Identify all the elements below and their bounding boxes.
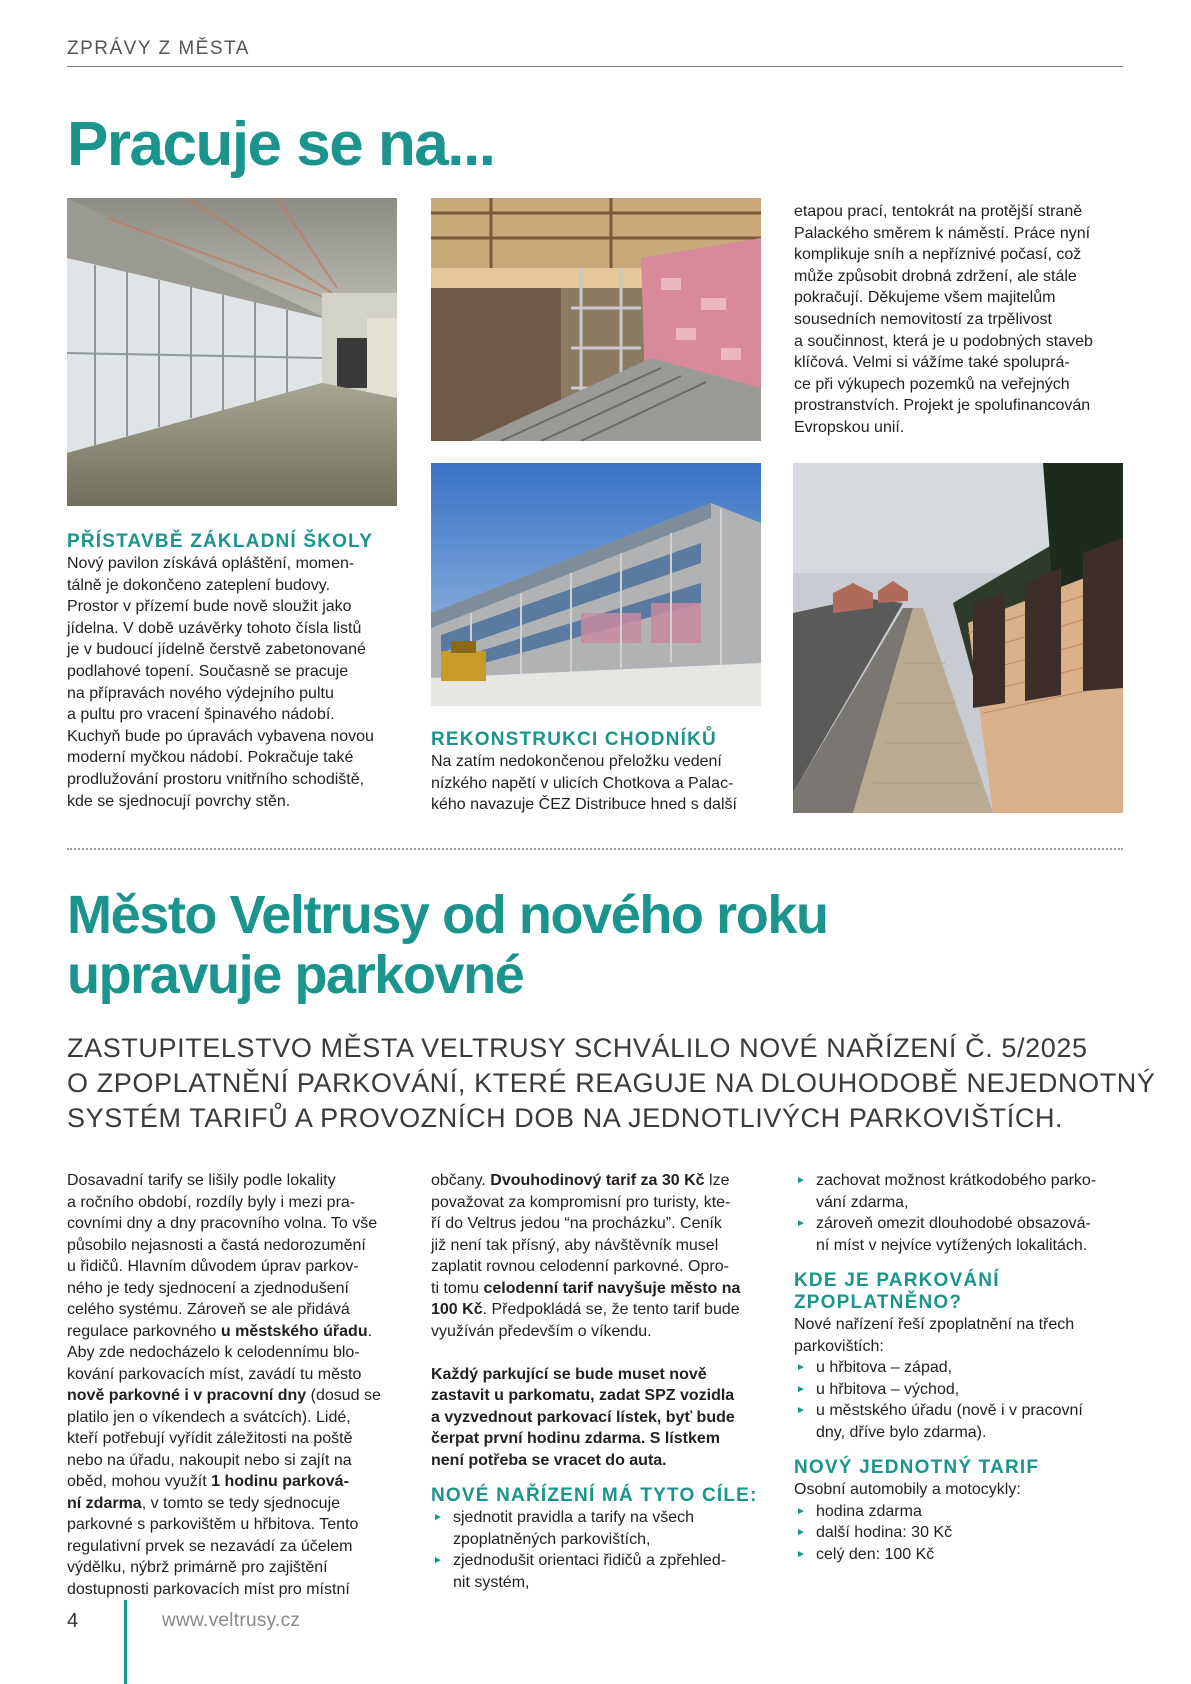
text-line: považovat za kompromisní pro turisty, kte- — [431, 1193, 731, 1211]
where-heading-2: ZPOPLATNĚNO? — [794, 1292, 963, 1313]
text-line: regulace parkovného — [67, 1322, 221, 1340]
sidewalk-caption-continued — [794, 201, 1093, 439]
text-line — [794, 1443, 1096, 1457]
text-line: ZASTUPITELSTVO MĚSTA VELTRUSY SCHVÁLILO NOVÉ NAŘÍZENÍ Č. 5/2025 — [67, 1033, 1088, 1063]
text-line: ti tomu — [431, 1279, 484, 1297]
sidewalk-caption-text — [431, 751, 737, 816]
text-line: pokračují. Děkujeme všem majitelům — [794, 289, 1056, 307]
text-line — [431, 1299, 758, 1321]
text-line: SYSTÉM TARIFŮ A PROVOZNÍCH DOB NA JEDNOTLIVÝCH PARKOVIŠTÍCH. — [67, 1103, 1064, 1133]
text-line: Prostor v přízemí bude nově sloužit jako — [67, 598, 352, 616]
text-line: Dvouhodinový tarif za 30 Kč — [490, 1172, 705, 1189]
text-line: , v tomto se tedy sjednocuje — [141, 1494, 341, 1512]
text-line: dostupnosti parkovacích míst pro místní — [67, 1580, 350, 1598]
text-line: u řidičů. Hlavním důvodem úprav parkov- — [67, 1258, 359, 1275]
text-line: upravuje parkovné — [67, 945, 524, 1005]
page-number: 4 — [67, 1610, 79, 1632]
text-line: celodenní tarif navyšuje město na — [483, 1279, 741, 1297]
school-caption-text — [67, 553, 374, 812]
text-line — [794, 1357, 1096, 1379]
text-line: podlahové topení. Současně se pracuje — [67, 662, 349, 680]
text-line — [794, 1400, 1096, 1422]
text-line — [431, 1507, 758, 1529]
text-line: hodina zdarma — [816, 1502, 922, 1520]
text-line: občany. — [431, 1172, 491, 1189]
text-line: výdělku, nýbrž primárně pro zajištění — [67, 1559, 328, 1576]
sidewalk-street-photo — [793, 463, 1123, 813]
text-line: sousedních nemovitostí za trpělivost — [794, 310, 1052, 328]
footer-divider — [124, 1600, 127, 1684]
text-line — [794, 1170, 1096, 1192]
text-line — [431, 1364, 758, 1386]
text-line: tálně je dokončeno zateplení budovy. — [67, 576, 331, 594]
staircase-construction-photo — [431, 198, 761, 441]
text-line: prodlužování prostoru vnitřního schodiště, — [67, 770, 365, 788]
bullet-icon: ► — [796, 1175, 806, 1186]
text-line: ného je tedy sjednocení a zjednodušení — [67, 1279, 349, 1297]
text-line: u městského úřadu — [220, 1322, 368, 1340]
text-line: 100 Kč — [431, 1301, 483, 1318]
text-line: moderní myčkou nádobí. Pokračuje také — [67, 749, 354, 767]
text-line: dny, dříve bylo zdarma). — [816, 1423, 987, 1441]
text-line: čerpat první hodinu zdarma. S lístkem — [431, 1430, 720, 1447]
parking-column-2 — [431, 1170, 758, 1593]
text-line: klíčová. Velmi si vážíme také spoluprá- — [794, 354, 1070, 372]
text-line: oběd, mohou využít — [67, 1473, 212, 1490]
text-line: Na zatím nedokončenou přeložku vedení — [431, 753, 722, 770]
parking-column-3 — [794, 1170, 1096, 1565]
text-line: a součinnost, která je u podobných staveb — [794, 332, 1093, 350]
text-line — [431, 1450, 758, 1472]
text-line: Osobní automobily a motocykly: — [794, 1481, 1021, 1498]
text-line: zjednodušit orientaci řidičů a zpřehled- — [453, 1552, 727, 1569]
text-line: (dosud se — [306, 1387, 381, 1404]
text-line: prostranstvích. Projekt je spolufinancován — [794, 397, 1091, 415]
text-line: je v budoucí jídelně čerstvě zabetonované — [67, 641, 366, 659]
text-line: vání zdarma, — [816, 1193, 909, 1211]
text-line: ní míst v nejvíce vytížených lokalitách. — [816, 1236, 1088, 1254]
text-line: využíván především o víkendu. — [431, 1322, 652, 1340]
text-line: platilo jen o víkendech a svátcích). Lidé, — [67, 1408, 351, 1426]
text-line: Aby zde nedocházelo k celodennímu blo- — [67, 1344, 360, 1361]
text-line: . Předpokládá se, že tento tarif bude — [482, 1301, 740, 1318]
text-line: ří do Veltrus jedou “na procházku”. Ceník — [431, 1215, 722, 1232]
text-line — [794, 1256, 1096, 1270]
goals-heading: NOVÉ NAŘÍZENÍ MÁ TYTO CÍLE: — [431, 1485, 758, 1506]
bullet-icon: ► — [796, 1527, 806, 1538]
text-line: a ročního období, rozdíly byly i mezi pra- — [67, 1193, 356, 1211]
parking-column-1 — [67, 1170, 381, 1600]
text-line: Evropskou unií. — [794, 418, 905, 436]
text-line: celý den: 100 Kč — [816, 1545, 935, 1563]
article-title: Pracuje se na... — [67, 110, 495, 179]
footer-website-link[interactable]: www.veltrusy.cz — [162, 1610, 301, 1631]
bullet-icon: ► — [796, 1383, 806, 1395]
text-line: kování parkovacích míst, zavádí tu město — [67, 1365, 362, 1383]
text-line — [794, 1501, 1096, 1523]
text-line: Město Veltrusy od nového roku — [67, 885, 828, 945]
text-line: Dosavadní tarify se lišily podle lokality — [67, 1172, 336, 1189]
bullet-icon: ► — [796, 1218, 806, 1229]
text-line: Kuchyň bude po úpravách vybavena novou — [67, 727, 374, 745]
text-line: ce při výkupech pozemků na veřejných — [794, 375, 1070, 393]
text-line — [67, 1471, 381, 1493]
text-line — [794, 1379, 1096, 1401]
bullet-icon: ► — [796, 1548, 806, 1560]
text-line: a pultu pro vracení špinavého nádobí. — [67, 706, 335, 724]
text-line: nízkého napětí v ulicích Chotkova a Palac- — [431, 774, 734, 792]
text-line: další hodina: 30 Kč — [816, 1524, 953, 1541]
text-line: kde se sjednocují povrchy stěn. — [67, 792, 291, 810]
text-line: Každý parkující se bude muset nově — [431, 1365, 707, 1383]
bullet-icon: ► — [433, 1512, 443, 1523]
text-line: parkovné s parkovištěm u hřbitova. Tento — [67, 1516, 359, 1533]
text-line: u hřbitova – východ, — [816, 1380, 960, 1398]
text-line: již není tak přísný, aby návštěvník musel — [431, 1236, 719, 1254]
text-line — [431, 1278, 758, 1300]
text-line — [431, 1407, 758, 1429]
text-line — [67, 1321, 381, 1343]
text-line: komplikuje sníh a nepříznivé počasí, což — [794, 246, 1082, 264]
text-line: není potřeba se vracet do auta. — [431, 1451, 667, 1469]
text-line — [431, 1342, 758, 1364]
text-line — [794, 1213, 1096, 1235]
text-line: u městského úřadu (nově i v pracovní — [816, 1402, 1083, 1419]
text-line: u hřbitova – západ, — [816, 1359, 953, 1376]
text-line — [67, 1493, 381, 1515]
school-facade-photo — [431, 463, 761, 706]
text-line: kteří potřebují vyřídit záležitosti na poště — [67, 1430, 353, 1447]
text-line: působilo nejasnosti a častá nedorozumění — [67, 1236, 366, 1254]
bullet-icon: ► — [433, 1555, 443, 1566]
text-line: zachovat možnost krátkodobého parko- — [816, 1172, 1097, 1189]
text-line: 1 hodinu parková- — [211, 1473, 349, 1490]
text-line — [431, 1550, 758, 1572]
text-line: sjednotit pravidla a tarify na všech — [453, 1509, 695, 1526]
text-line: nově parkovné i v pracovní dny — [67, 1387, 307, 1404]
text-line — [431, 1471, 758, 1485]
text-line: Nové nařízení řeší zpoplatnění na třech — [794, 1316, 1075, 1333]
text-line: a vyzvednout parkovací lístek, byť bude — [431, 1408, 735, 1426]
text-line — [794, 1522, 1096, 1544]
school-interior-photo — [67, 198, 397, 506]
text-line: zároveň omezit dlouhodobé obsazová- — [816, 1215, 1091, 1232]
text-line: nebo na úřadu, nakoupit nebo si zajít na — [67, 1451, 352, 1469]
text-line: zaplatit rovnou celodenní parkovné. Opro- — [431, 1258, 729, 1275]
text-line: může způsobit drobná zdržení, ale stále — [794, 267, 1077, 285]
bullet-icon: ► — [796, 1405, 806, 1416]
text-line: zpoplatněných parkovištích, — [453, 1530, 651, 1548]
sidewalk-caption-heading: REKONSTRUKCI CHODNÍKŮ — [431, 729, 717, 750]
text-line: parkovištích: — [794, 1337, 884, 1355]
text-line: regulativní prvek se nezavádí za účelem — [67, 1537, 353, 1555]
text-line: Palackého směrem k náměstí. Práce nyní — [794, 224, 1091, 242]
text-line: etapou prací, tentokrát na protější straně — [794, 203, 1083, 220]
text-line — [794, 1544, 1096, 1566]
parking-article-title — [67, 885, 828, 1005]
text-line — [67, 1385, 381, 1407]
where-heading-1: KDE JE PARKOVÁNÍ — [794, 1270, 1000, 1291]
text-line — [431, 1385, 758, 1407]
text-line: kého navazuje ČEZ Distribuce hned s další — [431, 796, 737, 814]
header-rule — [67, 66, 1123, 67]
text-line — [431, 1170, 758, 1192]
bullet-icon: ► — [796, 1505, 806, 1517]
text-line: ní zdarma — [67, 1494, 142, 1512]
text-line: celého systému. Zároveň se ale přidává — [67, 1301, 350, 1318]
tariff-heading: NOVÝ JEDNOTNÝ TARIF — [794, 1457, 1040, 1478]
text-line: Nový pavilon získává opláštění, momen- — [67, 555, 355, 572]
parking-article-lead — [67, 1031, 1156, 1136]
text-line: covními dny a dny pracovního volna. To vše — [67, 1215, 378, 1232]
text-line: na přípravách nového výdejního pultu — [67, 684, 334, 702]
text-line: nit systém, — [453, 1573, 530, 1591]
text-line: jídelna. V době uzávěrky tohoto čísla listů — [67, 619, 362, 637]
school-caption-heading: PŘÍSTAVBĚ ZÁKLADNÍ ŠKOLY — [67, 531, 374, 552]
section-label: ZPRÁVY Z MĚSTA — [67, 38, 250, 59]
article-divider — [67, 848, 1123, 850]
text-line — [431, 1428, 758, 1450]
text-line: O ZPOPLATNĚNÍ PARKOVÁNÍ, KTERÉ REAGUJE NA DLOUHODOBĚ NEJEDNOTNÝ — [67, 1068, 1156, 1098]
bullet-icon: ► — [796, 1362, 806, 1373]
text-line: . — [367, 1322, 373, 1340]
text-line: zastavit u parkomatu, zadat SPZ vozidla — [431, 1387, 735, 1404]
text-line: lze — [704, 1172, 730, 1189]
